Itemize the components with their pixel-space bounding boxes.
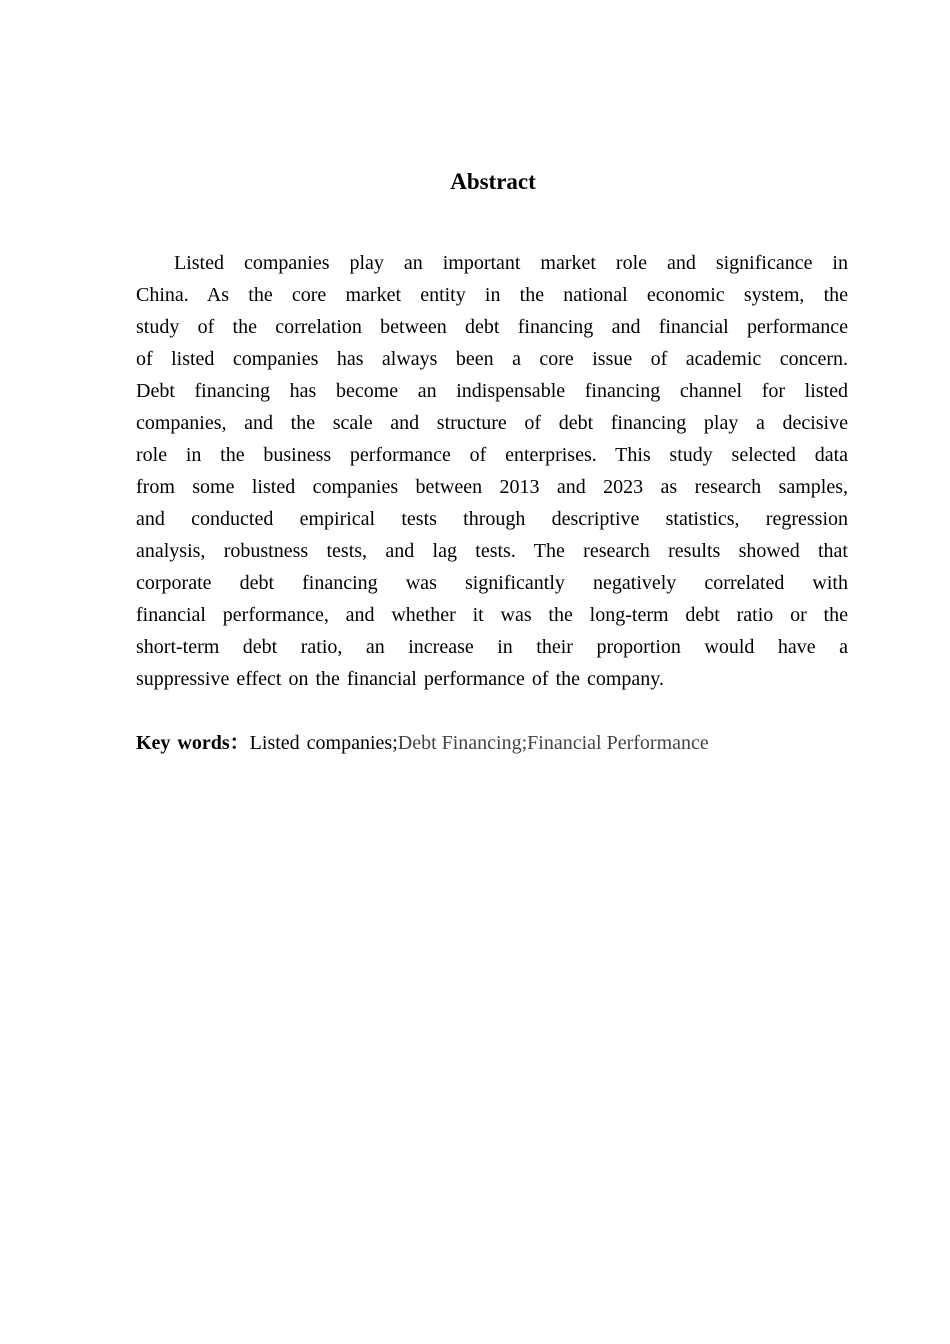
abstract-line: from some listed companies between 2013 and 2023 as research samples, bbox=[136, 476, 848, 498]
keywords-rest: Debt Financing;Financial Performance bbox=[397, 732, 709, 754]
abstract-line: and conducted empirical tests through descriptive statistics, regression bbox=[136, 508, 848, 530]
keywords-label: Key words： bbox=[136, 732, 250, 754]
abstract-line: financial performance, and whether it was the long-term debt ratio or the bbox=[136, 604, 848, 626]
abstract-line: corporate debt financing was significantly negatively correlated with bbox=[136, 572, 848, 594]
abstract-line: Listed companies play an important market role and significance in bbox=[174, 252, 848, 274]
abstract-body bbox=[136, 247, 848, 695]
abstract-line: Debt financing has become an indispensable financing channel for listed bbox=[136, 380, 848, 402]
abstract-line: China. As the core market entity in the national economic system, the bbox=[136, 284, 848, 306]
abstract-line: companies, and the scale and structure of debt financing play a decisive bbox=[136, 412, 848, 434]
abstract-line: analysis, robustness tests, and lag tests. The research results showed that bbox=[136, 540, 848, 562]
abstract-line: study of the correlation between debt financing and financial performance bbox=[136, 316, 848, 338]
abstract-line: of listed companies has always been a core issue of academic concern. bbox=[136, 348, 848, 370]
abstract-line: role in the business performance of enterprises. This study selected data bbox=[136, 444, 848, 466]
keyword-listed-companies: Listed companies; bbox=[249, 732, 398, 754]
abstract-line: short-term debt ratio, an increase in their proportion would have a bbox=[136, 636, 848, 658]
keywords-line bbox=[136, 727, 709, 759]
abstract-line: suppressive effect on the financial performance of the company. bbox=[136, 668, 665, 690]
abstract-title: Abstract bbox=[450, 169, 536, 194]
